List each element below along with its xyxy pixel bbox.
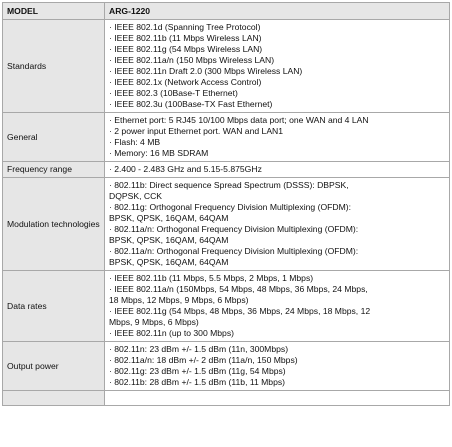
value-line: · IEEE 802.11g (54 Mbps Wireless LAN)	[109, 44, 263, 54]
table-row-cutoff	[3, 391, 450, 406]
value-line: · IEEE 802.1x (Network Access Control)	[109, 77, 262, 87]
value-line: · 802.11g: Orthogonal Frequency Division Multiplexing (OFDM):	[109, 202, 351, 212]
row-label-text: Frequency range	[7, 164, 72, 174]
value-line: · 802.11b: 28 dBm +/- 1.5 dBm (11b, 11 Mbps)	[109, 377, 286, 387]
value-line: · 802.11g: 23 dBm +/- 1.5 dBm (11g, 54 Mbps)	[109, 366, 286, 376]
value-line: · IEEE 802.11n Draft 2.0 (300 Mbps Wireless LAN)	[109, 66, 303, 76]
table-row-modulation	[3, 178, 450, 271]
spec-table	[2, 2, 450, 406]
value-line: · IEEE 802.11b (11 Mbps Wireless LAN)	[109, 33, 262, 43]
row-label-general	[3, 113, 105, 162]
row-value-general	[105, 113, 450, 162]
row-value-standards	[105, 20, 450, 113]
value-line: · IEEE 802.11g (54 Mbps, 48 Mbps, 36 Mbps, 24 Mbps, 18 Mbps, 12	[109, 306, 371, 316]
row-value-modulation	[105, 178, 450, 271]
value-line: · 2 power input Ethernet port. WAN and LAN1	[109, 126, 284, 136]
row-value-data-rates	[105, 271, 450, 342]
value-line: · Flash: 4 MB	[109, 137, 161, 147]
table-row-frequency-range	[3, 162, 450, 178]
row-label-text: Output power	[7, 360, 59, 371]
table-row-output-power	[3, 342, 450, 391]
row-label-data-rates	[3, 271, 105, 342]
value-line: Mbps, 9 Mbps, 6 Mbps)	[109, 317, 199, 327]
table-row-standards	[3, 20, 450, 113]
row-value-frequency-range	[105, 162, 450, 178]
value-line: DQPSK, CCK	[109, 191, 163, 201]
value-line: BPSK, QPSK, 16QAM, 64QAM	[109, 257, 229, 267]
row-label-text: Modulation technologies	[7, 218, 100, 229]
value-line: BPSK, QPSK, 16QAM, 64QAM	[109, 235, 229, 245]
row-label-output-power	[3, 342, 105, 391]
value-line: · 802.11a/n: Orthogonal Frequency Division Multiplexing (OFDM):	[109, 246, 359, 256]
value-line: · IEEE 802.11n (up to 300 Mbps)	[109, 328, 234, 338]
value-line: · IEEE 802.11a/n (150Mbps, 54 Mbps, 48 Mbps, 36 Mbps, 24 Mbps,	[109, 284, 368, 294]
value-line: 18 Mbps, 12 Mbps, 9 Mbps, 6 Mbps)	[109, 295, 249, 305]
row-label-modulation	[3, 178, 105, 271]
value-line: · Ethernet port: 5 RJ45 10/100 Mbps data port; one WAN and 4 LAN	[109, 115, 369, 125]
value-line: · IEEE 802.11a/n (150 Mbps Wireless LAN)	[109, 55, 275, 65]
row-value-output-power	[105, 342, 450, 391]
value-line: · IEEE 802.11b (11 Mbps, 5.5 Mbps, 2 Mbps, 1 Mbps)	[109, 273, 314, 283]
value-line: · 802.11a/n: 18 dBm +/- 2 dBm (11a/n, 150 Mbps)	[109, 355, 298, 365]
table-header-row	[3, 3, 450, 20]
row-value-cutoff	[105, 391, 450, 406]
value-line: · 802.11a/n: Orthogonal Frequency Division Multiplexing (OFDM):	[109, 224, 359, 234]
header-model-label: MODEL	[3, 3, 105, 20]
row-label-text: Standards	[7, 60, 47, 71]
value-line: · IEEE 802.1d (Spanning Tree Protocol)	[109, 22, 261, 32]
header-model-value: ARG-1220	[105, 3, 450, 20]
value-line: · 802.11b: Direct sequence Spread Spectrum (DSSS): DBPSK,	[109, 180, 349, 190]
table-row-general	[3, 113, 450, 162]
table-row-data-rates	[3, 271, 450, 342]
row-label-frequency-range	[3, 162, 105, 178]
row-label-text: General	[7, 131, 38, 142]
value-line: BPSK, QPSK, 16QAM, 64QAM	[109, 213, 229, 223]
value-line: · 2.400 - 2.483 GHz and 5.15-5.875GHz	[109, 164, 262, 174]
value-line: · IEEE 802.3 (10Base-T Ethernet)	[109, 88, 238, 98]
row-label-text: Data rates	[7, 300, 47, 311]
row-label-cutoff	[3, 391, 105, 406]
row-label-standards	[3, 20, 105, 113]
value-line: · Memory: 16 MB SDRAM	[109, 148, 209, 158]
value-line: · 802.11n: 23 dBm +/- 1.5 dBm (11n, 300Mbps)	[109, 344, 289, 354]
value-line: · IEEE 802.3u (100Base-TX Fast Ethernet)	[109, 99, 273, 109]
